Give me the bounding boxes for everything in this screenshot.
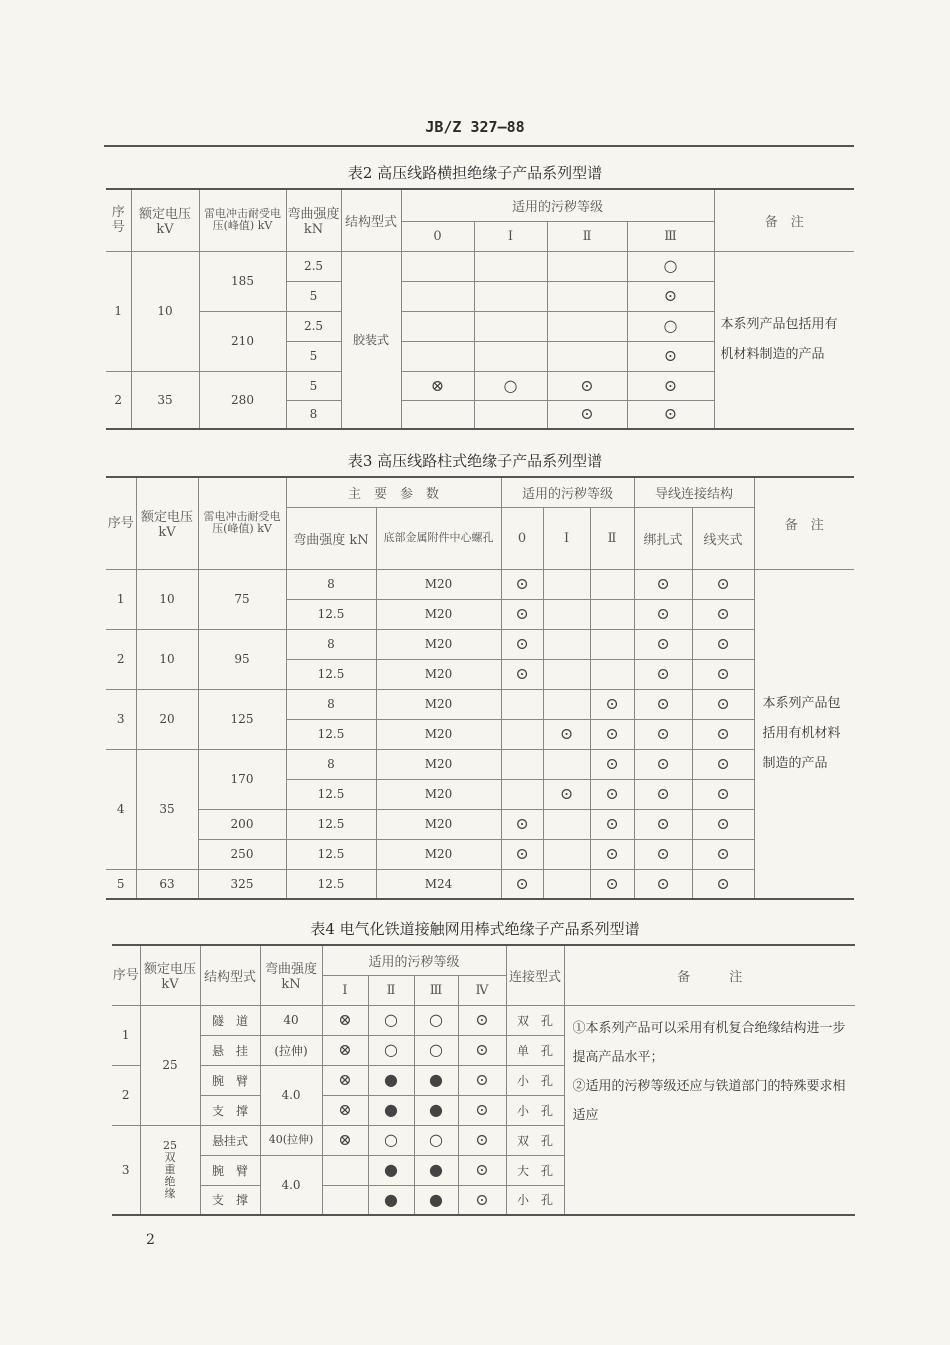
table-cell: (拉伸) — [260, 1035, 322, 1065]
table-cell: ⊙ — [634, 599, 692, 629]
table-cell: 5 — [286, 371, 341, 400]
table-cell: 8 — [286, 629, 376, 659]
t2-h-level: Ⅰ — [474, 221, 547, 251]
table-cell: 腕 臂 — [200, 1155, 260, 1185]
table-cell: 小 孔 — [506, 1065, 564, 1095]
t2-h-structure: 结构型式 — [341, 189, 401, 251]
t2-h-level: Ⅲ — [627, 221, 714, 251]
table-cell: ● — [414, 1185, 458, 1215]
table-cell: 12.5 — [286, 809, 376, 839]
table-cell: 4.0 — [260, 1155, 322, 1215]
table-cell: ⊙ — [547, 371, 627, 400]
table-cell: ⊙ — [692, 839, 754, 869]
table-cell: M20 — [376, 779, 501, 809]
table-cell: ○ — [414, 1125, 458, 1155]
table-cell: ⊙ — [501, 869, 543, 899]
t3-h-pollution: 适用的污秽等级 — [501, 477, 634, 507]
table-cell: ⊙ — [590, 779, 634, 809]
table-cell — [322, 1185, 368, 1215]
table-cell: 12.5 — [286, 599, 376, 629]
t4-h-seq: 序号 — [112, 945, 140, 1005]
table-cell: ⊙ — [692, 779, 754, 809]
table-cell — [590, 599, 634, 629]
t3-h-seq: 序号 — [106, 477, 136, 569]
table-cell: 10 — [131, 251, 199, 371]
table-cell: ⊙ — [501, 659, 543, 689]
table-cell: M24 — [376, 869, 501, 899]
table4 — [112, 944, 855, 1216]
table-cell: ⊙ — [634, 779, 692, 809]
t3-h-level: Ⅱ — [590, 507, 634, 569]
t3-h-thread: 底部金属附件中心螺孔 — [376, 507, 501, 569]
header-rule — [104, 145, 854, 147]
table2-note: 本系列产品包括用有机材料制造的产品 — [714, 251, 854, 429]
table-cell: ⊙ — [458, 1125, 506, 1155]
table-cell: 40 — [260, 1005, 322, 1035]
table-cell — [543, 839, 590, 869]
table-cell: ⊙ — [634, 629, 692, 659]
t4-h-level: Ⅲ — [414, 975, 458, 1005]
table-cell: 双 孔 — [506, 1125, 564, 1155]
table-cell — [474, 341, 547, 371]
table-cell — [543, 749, 590, 779]
table-cell: ● — [414, 1065, 458, 1095]
table-cell — [401, 281, 474, 311]
table-cell: ● — [414, 1095, 458, 1125]
table-cell: 40(拉伸) — [260, 1125, 322, 1155]
table-cell: 8 — [286, 569, 376, 599]
table-cell: 1 — [106, 569, 136, 629]
table-cell — [543, 869, 590, 899]
t4-h-pollution: 适用的污秽等级 — [322, 945, 506, 975]
table-cell: 腕 臂 — [200, 1065, 260, 1095]
t3-h-conn-type: 线夹式 — [692, 507, 754, 569]
table-cell: 8 — [286, 749, 376, 779]
table-cell — [590, 629, 634, 659]
table-cell: ⊙ — [590, 809, 634, 839]
table-cell: ○ — [368, 1005, 414, 1035]
table-cell: ⊗ — [322, 1035, 368, 1065]
table-cell — [543, 659, 590, 689]
table-cell — [547, 311, 627, 341]
table3 — [106, 476, 854, 900]
table-cell: ● — [368, 1155, 414, 1185]
table-cell: 12.5 — [286, 659, 376, 689]
table-cell: ⊙ — [692, 569, 754, 599]
table-cell: ⊙ — [692, 809, 754, 839]
table-cell: ⊙ — [458, 1005, 506, 1035]
table-cell: ⊙ — [590, 869, 634, 899]
table-cell: 25双重绝缘 — [140, 1125, 200, 1215]
t2-h-seq: 序号 — [106, 189, 131, 251]
table-cell: ⊙ — [692, 749, 754, 779]
table-cell — [543, 569, 590, 599]
table-cell: 95 — [198, 629, 286, 689]
table-cell — [543, 629, 590, 659]
table-cell: 大 孔 — [506, 1155, 564, 1185]
table-cell: ⊙ — [692, 719, 754, 749]
t3-h-bending: 弯曲强度 kN — [286, 507, 376, 569]
table-cell: 35 — [131, 371, 199, 429]
t2-h-pollution: 适用的污秽等级 — [401, 189, 714, 221]
table-cell: ⊙ — [692, 869, 754, 899]
table2 — [106, 188, 854, 430]
table-cell: M20 — [376, 689, 501, 719]
table2-title: 表2 高压线路横担绝缘子产品系列型谱 — [347, 164, 603, 182]
t4-h-level: Ⅳ — [458, 975, 506, 1005]
table-cell: 小 孔 — [506, 1185, 564, 1215]
table-cell: ⊙ — [590, 749, 634, 779]
table-cell: 3 — [112, 1125, 140, 1215]
table-cell — [401, 400, 474, 429]
table-cell — [543, 809, 590, 839]
table-cell: ⊙ — [634, 869, 692, 899]
table-cell: ○ — [368, 1125, 414, 1155]
table-cell: ⊙ — [590, 689, 634, 719]
t2-h-rated: 额定电压 kV — [131, 189, 199, 251]
table-cell: ⊙ — [634, 569, 692, 599]
table-cell — [543, 599, 590, 629]
table-cell: 200 — [198, 809, 286, 839]
page-number: 2 — [146, 1232, 155, 1248]
table-cell: 5 — [286, 281, 341, 311]
table-cell: ⊙ — [627, 371, 714, 400]
table-cell: ○ — [414, 1005, 458, 1035]
table-cell: 125 — [198, 689, 286, 749]
t4-h-level: Ⅱ — [368, 975, 414, 1005]
table-cell: ⊙ — [692, 629, 754, 659]
table-cell — [590, 569, 634, 599]
t3-h-connection: 导线连接结构 — [634, 477, 754, 507]
table-cell: 280 — [199, 371, 286, 429]
table-cell: 8 — [286, 689, 376, 719]
table-cell: ⊙ — [634, 749, 692, 779]
table-cell: ⊙ — [501, 569, 543, 599]
table-cell: ⊙ — [634, 659, 692, 689]
table-cell: ⊙ — [692, 599, 754, 629]
table-cell: 12.5 — [286, 779, 376, 809]
table-cell: ⊙ — [543, 719, 590, 749]
table-cell: ○ — [368, 1035, 414, 1065]
t4-h-structure: 结构型式 — [200, 945, 260, 1005]
table-cell: M20 — [376, 839, 501, 869]
t3-h-level: Ⅰ — [543, 507, 590, 569]
table-cell: M20 — [376, 659, 501, 689]
t4-h-level: Ⅰ — [322, 975, 368, 1005]
table-cell: 悬挂式 — [200, 1125, 260, 1155]
table-cell: ⊙ — [501, 599, 543, 629]
table-cell: ⊙ — [458, 1035, 506, 1065]
table3-note: 本系列产品包括用有机材料制造的产品 — [754, 569, 854, 899]
table-cell: 2.5 — [286, 251, 341, 281]
t4-h-connection: 连接型式 — [506, 945, 564, 1005]
table-cell: 75 — [198, 569, 286, 629]
table-cell: 2 — [106, 371, 131, 429]
table-cell: 10 — [136, 569, 198, 629]
table-cell — [474, 400, 547, 429]
t3-h-remarks: 备 注 — [754, 477, 854, 569]
table4-note-1: ①本系列产品可以采用有机复合绝缘结构进一步提高产品水平； — [572, 1020, 846, 1065]
t4-h-bending: 弯曲强度 kN — [260, 945, 322, 1005]
table-cell — [474, 311, 547, 341]
table-cell: ⊙ — [692, 659, 754, 689]
table-cell — [501, 749, 543, 779]
table-cell: ● — [368, 1065, 414, 1095]
table-cell: 4.0 — [260, 1065, 322, 1125]
table-cell: 胶装式 — [341, 251, 401, 429]
table-cell: ⊗ — [322, 1095, 368, 1125]
table-cell: ● — [368, 1095, 414, 1125]
table-cell: 12.5 — [286, 719, 376, 749]
table-cell: 63 — [136, 869, 198, 899]
table-cell: 2.5 — [286, 311, 341, 341]
t3-h-impulse: 雷电冲击耐受电压(峰值) kV — [198, 477, 286, 569]
table-cell: ● — [368, 1185, 414, 1215]
table-cell: 12.5 — [286, 839, 376, 869]
table-cell: ○ — [474, 371, 547, 400]
table-cell: ⊙ — [590, 719, 634, 749]
table4-notes — [564, 1005, 855, 1215]
table-cell: M20 — [376, 719, 501, 749]
table-cell: 250 — [198, 839, 286, 869]
table-cell — [401, 251, 474, 281]
table-cell: ⊙ — [547, 400, 627, 429]
table-cell: M20 — [376, 749, 501, 779]
table-cell: 20 — [136, 689, 198, 749]
table-cell: 支 撑 — [200, 1095, 260, 1125]
table-cell — [474, 251, 547, 281]
table-cell: 2 — [112, 1065, 140, 1125]
table-cell: ⊙ — [590, 839, 634, 869]
table-cell: ⊙ — [501, 839, 543, 869]
table-cell: ⊙ — [692, 689, 754, 719]
table-cell — [401, 341, 474, 371]
table-cell — [322, 1155, 368, 1185]
t2-h-level: 0 — [401, 221, 474, 251]
t4-h-remarks: 备 注 — [564, 945, 855, 1005]
table-cell: ⊙ — [458, 1065, 506, 1095]
table-cell — [501, 719, 543, 749]
table-cell: M20 — [376, 629, 501, 659]
table-cell: 单 孔 — [506, 1035, 564, 1065]
t2-h-level: Ⅱ — [547, 221, 627, 251]
table-cell: ⊗ — [401, 371, 474, 400]
t3-h-level: 0 — [501, 507, 543, 569]
table-cell — [401, 311, 474, 341]
table-cell: ⊙ — [627, 281, 714, 311]
table-cell: ⊗ — [322, 1005, 368, 1035]
table-cell: 35 — [136, 749, 198, 869]
table-cell: ⊗ — [322, 1065, 368, 1095]
t2-h-bending: 弯曲强度 kN — [286, 189, 341, 251]
t3-h-main-params: 主 要 参 数 — [286, 477, 501, 507]
table-cell: 210 — [199, 311, 286, 371]
table-cell: 25 — [140, 1005, 200, 1125]
table-cell: ⊙ — [627, 341, 714, 371]
table-cell: 隧 道 — [200, 1005, 260, 1035]
table-cell — [547, 251, 627, 281]
table-cell: 支 撑 — [200, 1185, 260, 1215]
table-cell: 4 — [106, 749, 136, 869]
table-cell: 5 — [286, 341, 341, 371]
table-cell: ⊙ — [634, 689, 692, 719]
table-cell: 170 — [198, 749, 286, 809]
table-cell: ⊗ — [322, 1125, 368, 1155]
table-cell: 185 — [199, 251, 286, 311]
table-cell — [547, 281, 627, 311]
table-cell — [501, 779, 543, 809]
table-cell: M20 — [376, 569, 501, 599]
t3-h-conn-type: 绑扎式 — [634, 507, 692, 569]
table-cell: ⊙ — [458, 1095, 506, 1125]
table-cell: 1 — [112, 1005, 140, 1065]
table3-title: 表3 高压线路柱式绝缘子产品系列型谱 — [347, 452, 603, 470]
table-cell: 5 — [106, 869, 136, 899]
table-cell — [547, 341, 627, 371]
table-cell: ⊙ — [634, 719, 692, 749]
table-cell — [474, 281, 547, 311]
table-cell: ⊙ — [634, 809, 692, 839]
t2-h-remarks: 备 注 — [714, 189, 854, 251]
t3-h-rated: 额定电压 kV — [136, 477, 198, 569]
t4-h-rated: 额定电压 kV — [140, 945, 200, 1005]
document-code: JB/Z 327—88 — [425, 118, 525, 136]
table-cell: 小 孔 — [506, 1095, 564, 1125]
table-cell: 325 — [198, 869, 286, 899]
table-cell: M20 — [376, 599, 501, 629]
table-cell: ⊙ — [458, 1155, 506, 1185]
table-cell: 3 — [106, 689, 136, 749]
table-cell: 8 — [286, 400, 341, 429]
table-cell: ⊙ — [627, 400, 714, 429]
table-cell: 10 — [136, 629, 198, 689]
table-cell: ⊙ — [501, 629, 543, 659]
table-cell: 12.5 — [286, 869, 376, 899]
table-cell — [590, 659, 634, 689]
table-cell: ○ — [627, 311, 714, 341]
table-cell: 双 孔 — [506, 1005, 564, 1035]
table-cell — [543, 689, 590, 719]
table-cell — [501, 689, 543, 719]
table-cell: 1 — [106, 251, 131, 371]
table-cell: ● — [414, 1155, 458, 1185]
table-cell: ⊙ — [543, 779, 590, 809]
table-cell: ⊙ — [458, 1185, 506, 1215]
table-cell: ⊙ — [501, 809, 543, 839]
table-cell: ○ — [414, 1035, 458, 1065]
table-cell: 悬 挂 — [200, 1035, 260, 1065]
t2-h-impulse: 雷电冲击耐受电压(峰值) kV — [199, 189, 286, 251]
table4-note-2: ②适用的污秽等级还应与铁道部门的特殊要求相适应 — [572, 1078, 846, 1123]
table-cell: ○ — [627, 251, 714, 281]
table-cell: 2 — [106, 629, 136, 689]
table4-title: 表4 电气化铁道接触网用棒式绝缘子产品系列型谱 — [310, 920, 640, 938]
table-cell: ⊙ — [634, 839, 692, 869]
table-cell: M20 — [376, 809, 501, 839]
